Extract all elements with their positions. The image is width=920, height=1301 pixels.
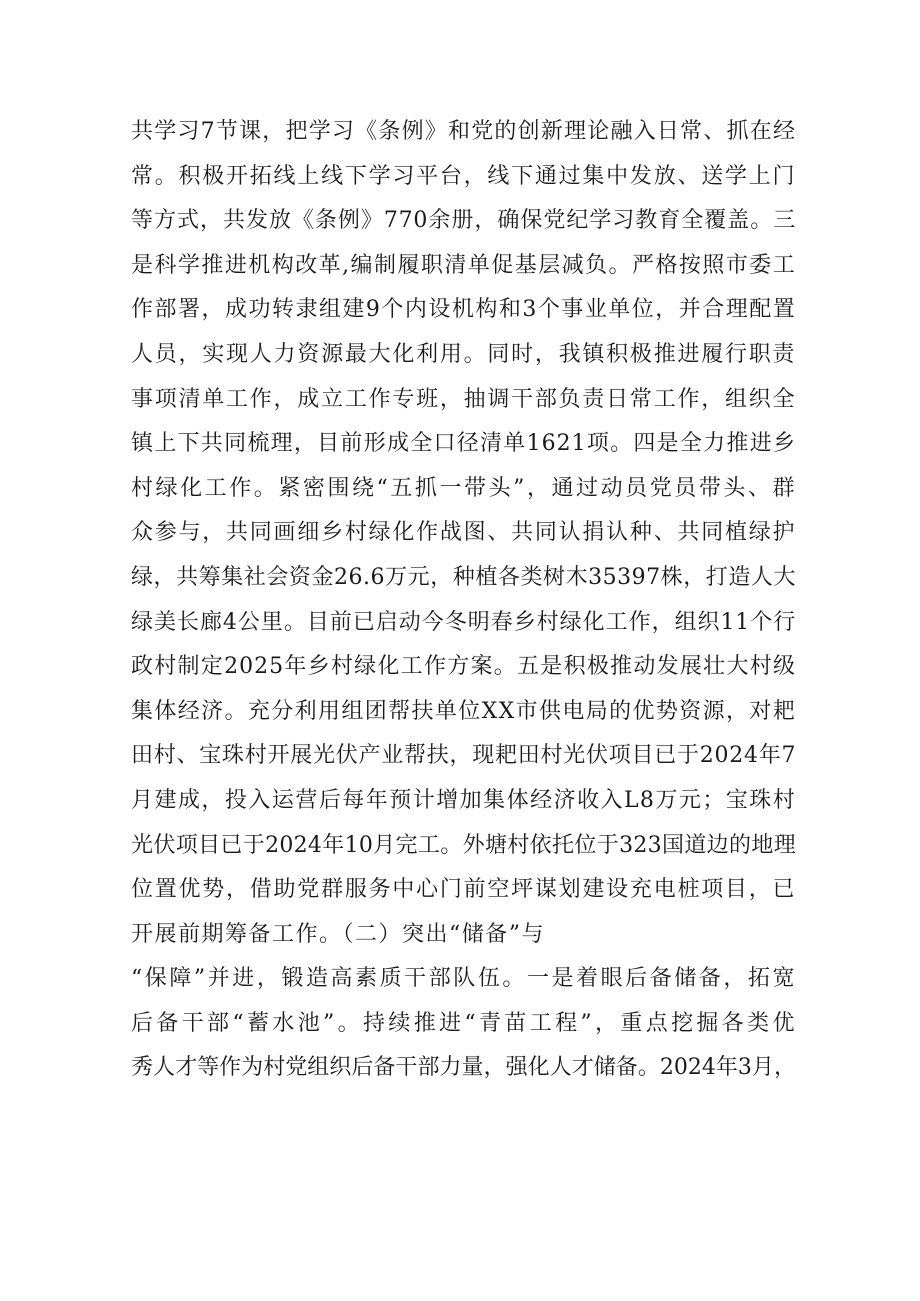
text-line: 作部署，成功转隶组建9个内设机构和3个事业单位，并合理配置 bbox=[131, 297, 796, 323]
text-line: 光伏项目已于2024年10月完工。外塘村依托位于323国道边的地理 bbox=[131, 832, 796, 858]
text-line: 绿美长廊4公里。目前已启动今冬明春乡村绿化工作，组织11个行 bbox=[131, 609, 796, 635]
text-line: 常。积极开拓线上线下学习平台，线下通过集中发放、送学上门 bbox=[131, 163, 796, 189]
text-line: 人员，实现人力资源最大化利用。同时，我镇积极推进履行职责 bbox=[131, 341, 796, 367]
text-line: 后备干部“蓄水池”。持续推进“青苗工程”，重点挖掘各类优 bbox=[131, 1010, 796, 1036]
text-line: 等方式，共发放《条例》770余册，确保党纪学习教育全覆盖。三 bbox=[131, 208, 796, 234]
text-line: 集体经济。充分利用组团帮扶单位XX市供电局的优势资源，对耙 bbox=[131, 698, 796, 724]
text-line: 开展前期筹备工作。（二）突出“储备”与 bbox=[131, 921, 545, 947]
text-line: 月建成，投入运营后每年预计增加集体经济收入L8万元；宝珠村 bbox=[131, 787, 796, 813]
text-line: 绿，共筹集社会资金26.6万元，种植各类树木35397株，打造人大 bbox=[131, 564, 796, 590]
text-line: 田村、宝珠村开展光伏产业帮扶，现耙田村光伏项目已于2024年7 bbox=[131, 743, 797, 769]
text-line: 镇上下共同梳理，目前形成全口径清单1621项。四是全力推进乡 bbox=[131, 431, 796, 457]
text-line: 共学习7节课，把学习《条例》和党的创新理论融入日常、抓在经 bbox=[131, 119, 796, 144]
text-line: 位置优势，借助党群服务中心门前空坪谋划建设充电桩项目，已 bbox=[131, 877, 796, 903]
text-line: 是科学推进机构改革,编制履职清单促基层减负。严格按照市委工 bbox=[131, 252, 796, 278]
text-line: 事项清单工作，成立工作专班，抽调干部负责日常工作，组织全 bbox=[131, 386, 796, 412]
text-line: “保障”并进，锻造高素质干部队伍。一是着眼后备储备，拓宽 bbox=[131, 966, 796, 992]
text-line: 众参与，共同画细乡村绿化作战图、共同认捐认种、共同植绿护 bbox=[131, 520, 796, 546]
text-line: 村绿化工作。紧密围绕“五抓一带头”，通过动员党员带头、群 bbox=[131, 475, 796, 501]
body-text bbox=[131, 110, 796, 1091]
text-line: 政村制定2025年乡村绿化工作方案。五是积极推动发展壮大村级 bbox=[131, 654, 796, 680]
text-line: 秀人才等作为村党组织后备干部力量，强化人才储备。2024年3月， bbox=[131, 1055, 796, 1081]
